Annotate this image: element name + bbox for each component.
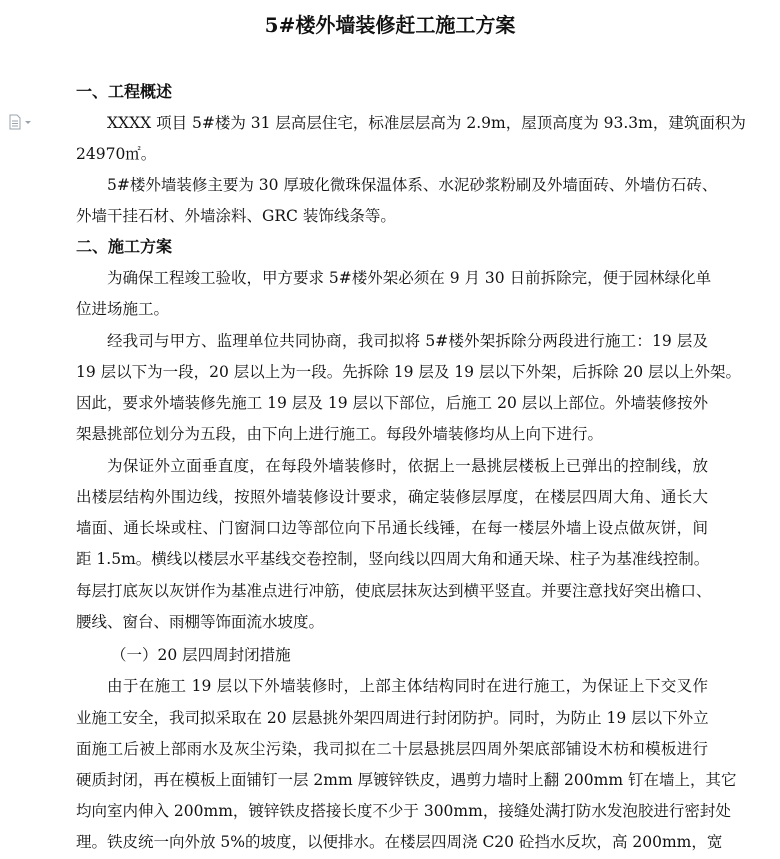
text-line: 硬质封闭，再在模板上面铺钉一层 2mm 厚镀锌铁皮，遇剪力墙时上翻 200mm 钉在墙上，其它 bbox=[76, 771, 737, 789]
document-title: 5#楼外墙装修赶工施工方案 bbox=[264, 13, 516, 37]
text-line: 因此，要求外墙装修先施工 19 层及 19 层以下部位，后施工 20 层以上部位。外墙装修按外 bbox=[76, 394, 708, 412]
text-line: 业施工安全，我司拟采取在 20 层悬挑外架四周进行封闭防护。同时，为防止 19 层以下外立 bbox=[76, 709, 709, 727]
text-line: 距 1.5m。横线以楼层水平基线交卷控制，竖向线以四周大角和通天垛、柱子为基准线控制。 bbox=[76, 550, 710, 568]
text-line: 19 层以下为一段，20 层以上为一段。先拆除 19 层及 19 层以下外架，后拆除 20 层以上外架。 bbox=[76, 363, 742, 381]
text-line: XXXX 项目 5#楼为 31 层高层住宅，标准层层高为 2.9m，屋顶高度为 93.3m，建筑面积为 bbox=[107, 114, 746, 132]
text-line: 经我司与甲方、监理单位共同协商，我司拟将 5#楼外架拆除分两段进行施工：19 层及 bbox=[107, 332, 708, 350]
text-line: 位进场施工。 bbox=[76, 300, 170, 318]
paragraph-marker-icon[interactable] bbox=[7, 114, 37, 130]
text-line: 5#楼外墙装修主要为 30 厚玻化微珠保温体系、水泥砂浆粉刷及外墙面砖、外墙仿石砖、 bbox=[107, 176, 718, 194]
text-line: 24970㎡。 bbox=[76, 145, 157, 163]
text-line: 外墙干挂石材、外墙涂料、GRC 装饰线条等。 bbox=[76, 207, 396, 225]
section-heading-plan: 二、施工方案 bbox=[76, 237, 173, 256]
text-line: 架悬挑部位划分为五段，由下向上进行施工。每段外墙装修均从上向下进行。 bbox=[76, 425, 604, 443]
text-line: 出楼层结构外围边线，按照外墙装修设计要求，确定装修层厚度，在楼层四周大角、通长大 bbox=[76, 488, 708, 506]
text-line: 墙面、通长垛或柱、门窗洞口边等部位向下吊通长线锤，在每一楼层外墙上设点做灰饼，间 bbox=[76, 519, 708, 537]
text-line: 每层打底灰以灰饼作为基准点进行冲筋，使底层抹灰达到横平竖直。并要注意找好突出檐口、 bbox=[76, 582, 712, 600]
text-line: 为确保工程竣工验收，甲方要求 5#楼外架必须在 9 月 30 日前拆除完，便于园林绿化单 bbox=[107, 269, 712, 287]
text-line: 腰线、窗台、雨棚等饰面流水坡度。 bbox=[76, 613, 325, 631]
text-line: 均向室内伸入 200mm，镀锌铁皮搭接长度不少于 300mm，接缝处满打防水发泡胶进行密封处 bbox=[76, 802, 731, 820]
text-line: 由于在施工 19 层以下外墙装修时，上部主体结构同时在进行施工，为保证上下交叉作 bbox=[107, 677, 708, 695]
section-heading-overview: 一、工程概述 bbox=[76, 82, 173, 101]
text-line: 理。铁皮统一向外放 5%的坡度，以便排水。在楼层四周浇 C20 砼挡水反坎，高 200mm，宽 bbox=[76, 833, 723, 851]
subsection-heading: （一）20 层四周封闭措施 bbox=[111, 646, 291, 664]
text-line: 面施工后被上部雨水及灰尘污染，我司拟在二十层悬挑层四周外架底部铺设木枋和模板进行 bbox=[76, 740, 708, 758]
text-line: 为保证外立面垂直度，在每段外墙装修时，依据上一悬挑层楼板上已弹出的控制线，放 bbox=[107, 457, 708, 475]
